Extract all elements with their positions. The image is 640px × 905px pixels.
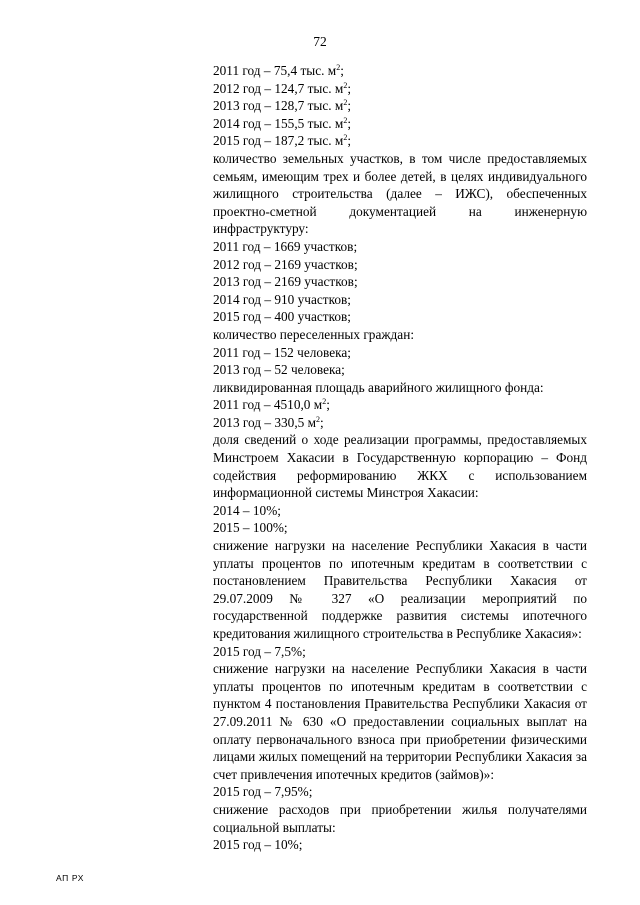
- social-line-2015: 2015 год – 10%;: [213, 837, 303, 853]
- emergency-line-2013: 2013 год – 330,5 $м^2$;: [213, 414, 324, 430]
- mortgage2-heading: снижение нагрузки на население Республики Хакасия в части уплаты процентов по ипотечным кредитам в соответствии с пунктом 4 постановления Правительства Республики Хакасия от 27.09.2011 № 630 «О предоставлении социальных выплат на оплату первоначального взноса при приобретении физическими лицами жилых помещений на территории Республики Хакасия за счет привлечения ипотечных кредитов (займов)»:: [213, 661, 587, 782]
- emergency-line-2011: 2011 год – 4510,0 $м^2$;: [213, 397, 330, 413]
- plots-line-2015: 2015 год – 400 участков;: [213, 309, 351, 325]
- resettled-heading: количество переселенных граждан:: [213, 326, 415, 342]
- mortgage2-line-2015: 2015 год – 7,95%;: [213, 784, 313, 800]
- housing-line-2013: 2013 год – 128,7 тыс. $м^2$;: [213, 98, 352, 114]
- plots-line-2011: 2011 год – 1669 участков;: [213, 238, 358, 254]
- plots-line-2012: 2012 год – 2169 участков;: [213, 256, 358, 272]
- info-line-2014: 2014 – 10%;: [213, 502, 281, 518]
- info-heading: доля сведений о ходе реализации программы, предоставляемых Минстроем Хакасии в Государственную корпорацию – Фонд содействия реформированию ЖКХ с использованием информационной системы Минстроя Хакасии:: [213, 432, 587, 501]
- page-number: 72: [313, 34, 327, 49]
- emergency-heading: ликвидированная площадь аварийного жилищного фонда:: [213, 379, 544, 395]
- housing-line-2012: 2012 год – 124,7 тыс. $м^2$;: [213, 80, 352, 96]
- plots-heading: количество земельных участков, в том числе предоставляемых семьям, имеющим трех и более детей, в целях индивидуального жилищного строительства (далее – ИЖС), обеспеченных проектно-сметной документацией на инженерную инфраструктуру:: [213, 150, 587, 237]
- housing-line-2011: 2011 год – 75,4 тыс. $м^2$;: [213, 63, 344, 78]
- housing-line-2014: 2014 год – 155,5 тыс. $м^2$;: [213, 115, 352, 131]
- resettled-line-2013: 2013 год – 52 человека;: [213, 362, 345, 378]
- mortgage1-line-2015: 2015 год – 7,5%;: [213, 643, 306, 659]
- plots-line-2013: 2013 год – 2169 участков;: [213, 274, 358, 290]
- info-line-2015: 2015 – 100%;: [213, 520, 288, 536]
- mortgage1-heading: снижение нагрузки на население Республики Хакасия в части уплаты процентов по ипотечным кредитам в соответствии с постановлением Правительства Республики Хакасия от 29.07.2009 № 327 «О реализации мероприятий по государственной поддержке развития системы ипотечного кредитования жилищного строительства в Республике Хакасия»:: [213, 538, 587, 641]
- resettled-line-2011: 2011 год – 152 человека;: [213, 344, 351, 360]
- plots-line-2014: 2014 год – 910 участков;: [213, 291, 351, 307]
- social-heading: снижение расходов при приобретении жилья получателями социальной выплаты:: [213, 801, 587, 835]
- footer-mark: АП РХ: [56, 873, 85, 883]
- housing-line-2015: 2015 год – 187,2 тыс. $м^2$;: [213, 133, 352, 149]
- document-body: [213, 62, 587, 854]
